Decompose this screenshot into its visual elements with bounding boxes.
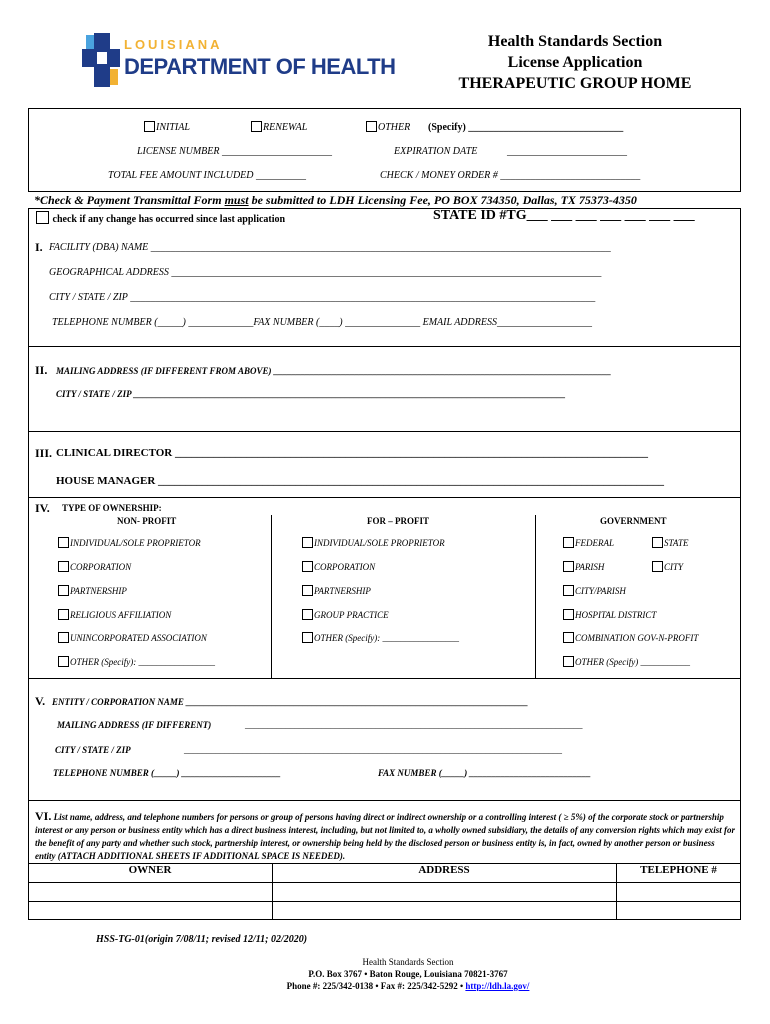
- gov-option-parish[interactable]: PARISH: [563, 561, 604, 572]
- checkbox[interactable]: [58, 632, 69, 643]
- owner-table-row[interactable]: [28, 902, 741, 920]
- section5-mailing-label: MAILING ADDRESS (IF DIFFERENT): [57, 720, 212, 730]
- checkbox[interactable]: [58, 537, 69, 548]
- section3-number: III.: [35, 446, 53, 460]
- checkbox[interactable]: [563, 537, 574, 548]
- section5-number: V.: [35, 694, 46, 708]
- checkbox[interactable]: [58, 656, 69, 667]
- government-heading: GOVERNMENT: [600, 516, 667, 526]
- total-fee-field[interactable]: TOTAL FEE AMOUNT INCLUDED __________: [108, 170, 306, 181]
- gov-option-federal[interactable]: FEDERAL: [563, 537, 614, 548]
- footer-line1: Health Standards Section: [362, 957, 454, 967]
- section2-mailing-field[interactable]: MAILING ADDRESS (IF DIFFERENT FROM ABOVE) ___________________________________________________________________________: [56, 366, 612, 376]
- renewal-label: RENEWAL: [263, 122, 308, 133]
- initial-checkbox[interactable]: [144, 121, 155, 132]
- nonprofit-heading: NON- PROFIT: [117, 516, 177, 526]
- ldh-logo: [82, 33, 396, 89]
- checkbox[interactable]: [58, 561, 69, 572]
- forprofit-option-corporation[interactable]: CORPORATION: [302, 561, 375, 572]
- expiration-date-label: EXPIRATION DATE: [394, 146, 478, 157]
- gov-option-state[interactable]: STATE: [652, 537, 689, 548]
- expiration-date-field[interactable]: ________________________: [507, 146, 627, 157]
- owner-table-row[interactable]: [28, 883, 741, 901]
- section6-instructions: VI. List name, address, and telephone numbers for persons or group of persons having direct or indirect ownership or a controlling interest ( ≥ 5%) of the corporate stock or partnership interest or any person or business entity which has a direct business interest, including, but not limited to, a wholly owned subsidiary, the details of any conversion rights which may exist for the benefit of any party and whether such stock, partnership interest, or ownership being held by the disclosed person or business entity is, in fact, owned by another person or business entity (ATTACH ADDITIONAL SHEETS IF ADDITIONAL SPACE IS NEEDED).: [35, 809, 736, 861]
- nonprofit-option-corporation[interactable]: CORPORATION: [58, 561, 131, 572]
- license-number-field[interactable]: LICENSE NUMBER ______________________: [137, 146, 332, 157]
- forprofit-option-group-practice[interactable]: GROUP PRACTICE: [302, 609, 389, 620]
- nonprofit-option-unincorporated[interactable]: UNINCORPORATED ASSOCIATION: [58, 632, 207, 643]
- change-option[interactable]: [36, 211, 285, 225]
- nonprofit-option-religious[interactable]: RELIGIOUS AFFILIATION: [58, 609, 171, 620]
- checkbox[interactable]: [302, 537, 313, 548]
- checkbox[interactable]: [563, 585, 574, 596]
- footer-line3: Phone #: 225/342-0138 • Fax #: 225/342-5292 • http://ldh.la.gov/: [286, 981, 530, 991]
- address-column-header: ADDRESS: [418, 864, 470, 876]
- section5-city-label: CITY / STATE / ZIP: [55, 745, 131, 755]
- payment-notice: *Check & Payment Transmittal Form must be submitted to LDH Licensing Fee, PO BOX 734350, Dallas, TX 75373-4350: [34, 193, 637, 207]
- gov-option-city[interactable]: CITY: [652, 561, 683, 572]
- facility-name-field[interactable]: FACILITY (DBA) NAME ____________________________________________________________________________________________: [49, 242, 611, 253]
- other-checkbox[interactable]: [366, 121, 377, 132]
- checkbox[interactable]: [302, 585, 313, 596]
- section5-fax-field[interactable]: FAX NUMBER (_____) ___________________________: [378, 768, 591, 778]
- logo-line1: LOUISIANA: [124, 37, 223, 52]
- section5-city-field[interactable]: ____________________________________________________________________________________: [184, 745, 562, 755]
- ownership-title: TYPE OF OWNERSHIP:: [62, 503, 162, 513]
- header-title1: Health Standards Section: [487, 33, 663, 50]
- change-checkbox[interactable]: [36, 211, 49, 224]
- renewal-option[interactable]: [251, 121, 307, 133]
- forprofit-option-partnership[interactable]: PARTNERSHIP: [302, 585, 371, 596]
- checkbox[interactable]: [58, 609, 69, 620]
- initial-option[interactable]: [144, 121, 190, 133]
- section1-city-field[interactable]: CITY / STATE / ZIP _____________________________________________________________________________________________: [49, 292, 596, 303]
- checkbox[interactable]: [563, 656, 574, 667]
- section4-number: IV.: [35, 501, 50, 515]
- nonprofit-option-individual[interactable]: INDIVIDUAL/SOLE PROPRIETOR: [58, 537, 201, 548]
- gov-option-other[interactable]: OTHER (Specify) ___________: [563, 656, 690, 667]
- checkbox[interactable]: [302, 632, 313, 643]
- owner-column-header: OWNER: [128, 864, 172, 876]
- gov-option-hospital-district[interactable]: HOSPITAL DISTRICT: [563, 609, 656, 620]
- checkbox[interactable]: [563, 561, 574, 572]
- section5-phone-field[interactable]: TELEPHONE NUMBER (_____) ______________________: [53, 768, 281, 778]
- house-manager-field[interactable]: HOUSE MANAGER ____________________________________________________________________________________________: [56, 475, 665, 487]
- checkbox[interactable]: [58, 585, 69, 596]
- section5-mailing-field[interactable]: ___________________________________________________________________________: [245, 720, 583, 730]
- checkbox[interactable]: [563, 632, 574, 643]
- clinical-director-field[interactable]: CLINICAL DIRECTOR ______________________________________________________________________________________: [56, 447, 648, 459]
- ldh-cross-icon: [82, 33, 120, 87]
- ldh-website-link[interactable]: http://ldh.la.gov/: [465, 981, 530, 991]
- forprofit-heading: FOR – PROFIT: [367, 516, 429, 526]
- initial-label: INITIAL: [156, 122, 190, 133]
- change-label: check if any change has occurred since last application: [52, 214, 286, 225]
- checkbox[interactable]: [302, 609, 313, 620]
- checkbox[interactable]: [652, 561, 663, 572]
- footer-address-block: [228, 956, 588, 992]
- nonprofit-option-other[interactable]: OTHER (Specify): _________________: [58, 656, 215, 667]
- other-label: OTHER: [378, 122, 411, 133]
- logo-line2: DEPARTMENT OF HEALTH: [124, 54, 396, 79]
- gov-option-city-parish[interactable]: CITY/PARISH: [563, 585, 626, 596]
- gov-option-combination[interactable]: COMBINATION GOV-N-PROFIT: [563, 632, 698, 643]
- renewal-checkbox[interactable]: [251, 121, 262, 132]
- forprofit-option-other[interactable]: OTHER (Specify): _________________: [302, 632, 459, 643]
- section1-phone-fax-email-field[interactable]: TELEPHONE NUMBER (_____) _____________FAX NUMBER (____) _______________ EMAIL ADDRESS___________________: [52, 317, 592, 328]
- section1-number: I.: [35, 240, 43, 254]
- form-id: HSS-TG-01(origin 7/08/11; revised 12/11; 02/2020): [96, 934, 308, 945]
- header-title3: THERAPEUTIC GROUP HOME: [458, 75, 692, 92]
- geographical-address-field[interactable]: GEOGRAPHICAL ADDRESS ______________________________________________________________________________________: [49, 267, 602, 278]
- footer-line2: P.O. Box 3767 • Baton Rouge, Louisiana 70821-3767: [308, 969, 508, 979]
- checkbox[interactable]: [652, 537, 663, 548]
- other-specify-field[interactable]: (Specify) _______________________________: [428, 122, 624, 133]
- checkbox[interactable]: [563, 609, 574, 620]
- state-id-field[interactable]: STATE ID #TG___ ___ ___ ___ ___ ___ ___: [433, 208, 695, 223]
- entity-name-field[interactable]: ENTITY / CORPORATION NAME ____________________________________________________________________________: [52, 697, 529, 707]
- section2-number: II.: [35, 363, 48, 377]
- check-money-order-field[interactable]: CHECK / MONEY ORDER # ____________________________: [380, 170, 641, 181]
- header-title2: License Application: [507, 54, 643, 71]
- other-option[interactable]: [366, 121, 410, 133]
- nonprofit-option-partnership[interactable]: PARTNERSHIP: [58, 585, 127, 596]
- forprofit-option-individual[interactable]: INDIVIDUAL/SOLE PROPRIETOR: [302, 537, 445, 548]
- section2-city-field[interactable]: CITY / STATE / ZIP ________________________________________________________________________________________________: [56, 389, 566, 399]
- checkbox[interactable]: [302, 561, 313, 572]
- telephone-column-header: TELEPHONE #: [640, 864, 717, 876]
